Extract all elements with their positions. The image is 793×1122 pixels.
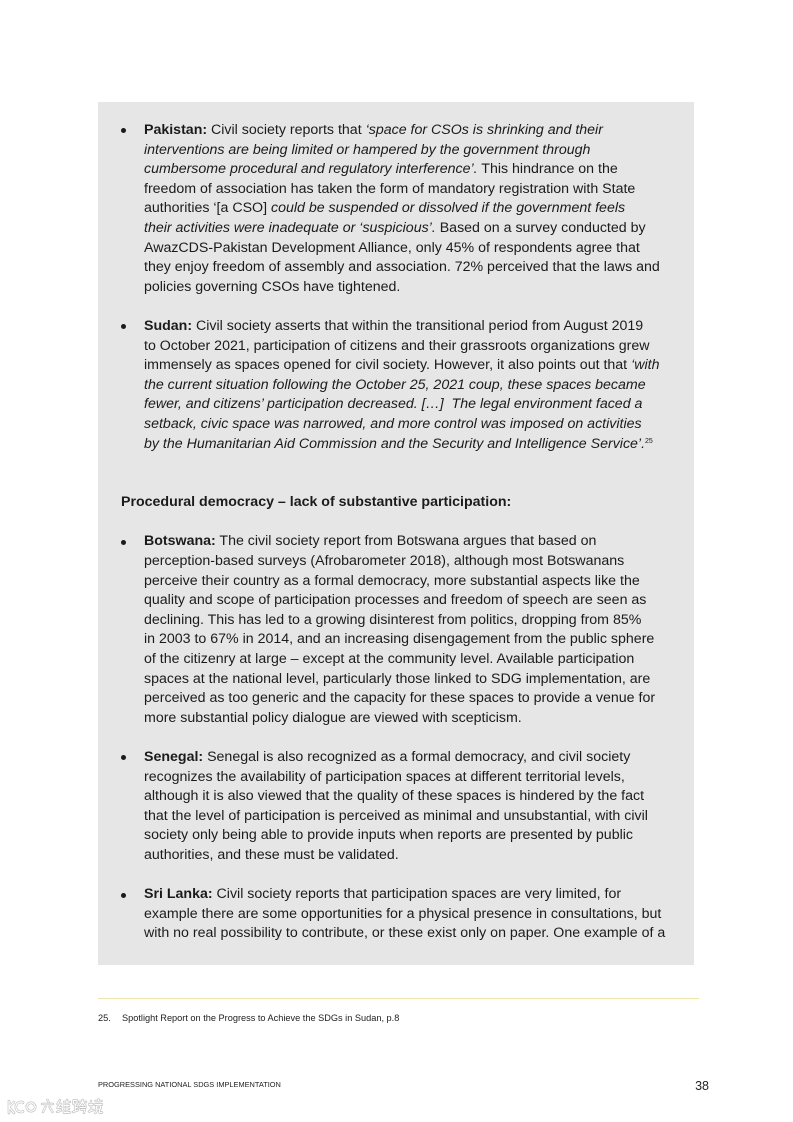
bullet-item-senegal — [98, 748, 694, 866]
body-text: declining. This has led to a growing disinterest from politics, dropping from 85% — [144, 611, 642, 628]
body-text: perceived as too generic and the capacity for these spaces to provide a venue for — [144, 690, 656, 707]
highlight-panel — [98, 102, 694, 965]
footnote-number: 25. — [98, 1013, 111, 1023]
body-text: perception-based surveys (Afrobarometer 2018), although most Botswanans — [144, 553, 625, 570]
text-line — [144, 121, 694, 141]
body-text: authorities, and these must be validated. — [144, 846, 399, 863]
body-text: This hindrance on the — [477, 161, 618, 178]
text-line — [144, 532, 694, 552]
bullet-item-botswana — [98, 532, 694, 728]
page-number: 38 — [695, 1079, 709, 1093]
text-line — [144, 415, 694, 435]
text-line — [144, 630, 694, 650]
quoted-text: setback, civic space was narrowed, and more control was imposed on activities — [144, 415, 642, 432]
text-line — [144, 376, 694, 396]
text-line — [144, 611, 694, 631]
body-text: AwazCDS-Pakistan Development Alliance, only 45% of respondents agree that — [144, 239, 640, 256]
text-line — [144, 180, 694, 200]
body-text: Civil society reports that — [207, 122, 366, 138]
text-line — [144, 258, 694, 278]
text-line — [144, 337, 694, 357]
text-line — [144, 199, 694, 219]
watermark-logo — [4, 1094, 108, 1120]
text-line — [144, 239, 694, 259]
text-line — [144, 572, 694, 592]
bullet-item-sri-lanka — [98, 885, 694, 944]
footnote — [98, 1012, 399, 1024]
footnote-text: Spotlight Report on the Progress to Achieve the SDGs in Sudan, p.8 — [122, 1013, 400, 1023]
body-text: authorities ‘[a CSO] — [144, 200, 271, 217]
text-line — [144, 885, 694, 905]
brand-logo-icon — [9, 1101, 35, 1113]
body-text: example there are some opportunities for a physical presence in consultations, but — [144, 905, 662, 922]
body-text: quality and scope of participation processes and freedom of speech are seen as — [144, 592, 647, 609]
quoted-text: could be suspended or dissolved if the government feels — [270, 200, 626, 217]
quoted-text: cumbersome procedural and regulatory interference’. — [144, 161, 478, 178]
body-text: perceive their country as a formal democracy, more substantial aspects like the — [144, 572, 640, 589]
text-line — [144, 317, 694, 337]
footnote-divider — [98, 998, 699, 999]
bullet-icon — [121, 540, 126, 545]
section-heading-container — [98, 474, 694, 513]
body-text: freedom of association has taken the form of mandatory registration with State — [144, 180, 636, 197]
body-text: although it is also viewed that the quality of these spaces is hindered by the fact — [144, 788, 645, 805]
country-label: Pakistan: — [144, 122, 208, 138]
country-label: Sudan: — [144, 317, 193, 334]
text-line — [144, 141, 694, 161]
body-text: society only being able to provide inputs when reports are presented by public — [144, 827, 633, 844]
body-text: Civil society asserts that within the transitional period from August 2019 — [192, 317, 644, 334]
body-text: in 2003 to 67% in 2014, and an increasing disengagement from the public sphere — [144, 631, 655, 648]
text-line — [144, 219, 694, 239]
body-text: more substantial policy dialogue are viewed with scepticism. — [144, 709, 522, 726]
text-line — [144, 924, 694, 944]
body-text: to October 2021, participation of citizens and their grassroots organizations grew — [144, 337, 650, 354]
bullet-icon — [121, 755, 126, 760]
country-label: Botswana: — [144, 533, 216, 550]
bullet-item-pakistan — [98, 121, 694, 297]
bullet-item-sudan — [98, 317, 694, 454]
text-line — [144, 160, 694, 180]
text-line — [144, 787, 694, 807]
text-line — [144, 905, 694, 925]
section-heading: Procedural democracy – lack of substantive participation: — [121, 494, 512, 511]
body-text: immensely as spaces opened for civil society. However, it also points out that — [144, 357, 632, 374]
text-line — [144, 748, 694, 768]
text-line — [144, 670, 694, 690]
bullet-icon — [121, 324, 126, 329]
body-text: Senegal is also recognized as a formal democracy, and civil society — [203, 749, 631, 765]
text-line — [144, 807, 694, 827]
quoted-text: interventions are being limited or hampered by the government through — [144, 141, 591, 158]
country-label: Senegal: — [144, 749, 204, 765]
text-line — [144, 591, 694, 611]
body-text: Based on a survey conducted by — [435, 219, 646, 236]
text-line — [144, 768, 694, 788]
text-line — [144, 395, 694, 415]
quoted-text: by the Humanitarian Aid Commission and the Security and Intelligence Service’. — [144, 435, 646, 452]
text-line — [144, 650, 694, 670]
quoted-text: ‘space for CSOs is shrinking and their — [365, 122, 603, 138]
body-text: spaces at the national level, particularly those linked to SDG implementation, are — [144, 670, 651, 687]
body-text: they enjoy freedom of assembly and association. 72% perceived that the laws and — [144, 259, 660, 276]
body-text: of the citizenry at large – except at the community level. Available participation — [144, 651, 635, 668]
bullet-icon — [121, 893, 126, 898]
quoted-text: the current situation following the October 25, 2021 coup, these spaces became — [144, 376, 646, 393]
watermark-lettering — [42, 1100, 102, 1114]
quoted-text: ‘with — [631, 357, 660, 374]
body-text: policies governing CSOs have tightened. — [144, 278, 401, 295]
body-text: Civil society reports that participation spaces are very limited, for — [212, 886, 622, 903]
text-line — [144, 846, 694, 866]
body-text: with no real possibility to contribute, or these exist only on paper. One example of a — [144, 925, 666, 942]
quoted-text: their activities were inadequate or ‘suspicious’. — [144, 219, 436, 236]
country-label: Sri Lanka: — [144, 886, 213, 903]
body-text: The civil society report from Botswana argues that based on — [215, 533, 597, 550]
running-footer-title: PROGRESSING NATIONAL SDGS IMPLEMENTATION — [98, 1080, 281, 1089]
text-line — [144, 826, 694, 846]
text-line — [144, 435, 694, 455]
text-line — [144, 356, 694, 376]
quoted-text: fewer, and citizens’ participation decreased. […] The legal environment faced a — [144, 396, 643, 413]
footnote-reference: 25 — [645, 437, 653, 445]
body-text: recognizes the availability of participation spaces at different territorial levels, — [144, 768, 625, 785]
body-text: that the level of participation is perceived as minimal and unsubstantial, with civil — [144, 807, 648, 824]
text-line — [144, 709, 694, 729]
bullet-icon — [121, 128, 126, 133]
text-line — [144, 552, 694, 572]
text-line — [144, 689, 694, 709]
text-line — [144, 278, 694, 298]
